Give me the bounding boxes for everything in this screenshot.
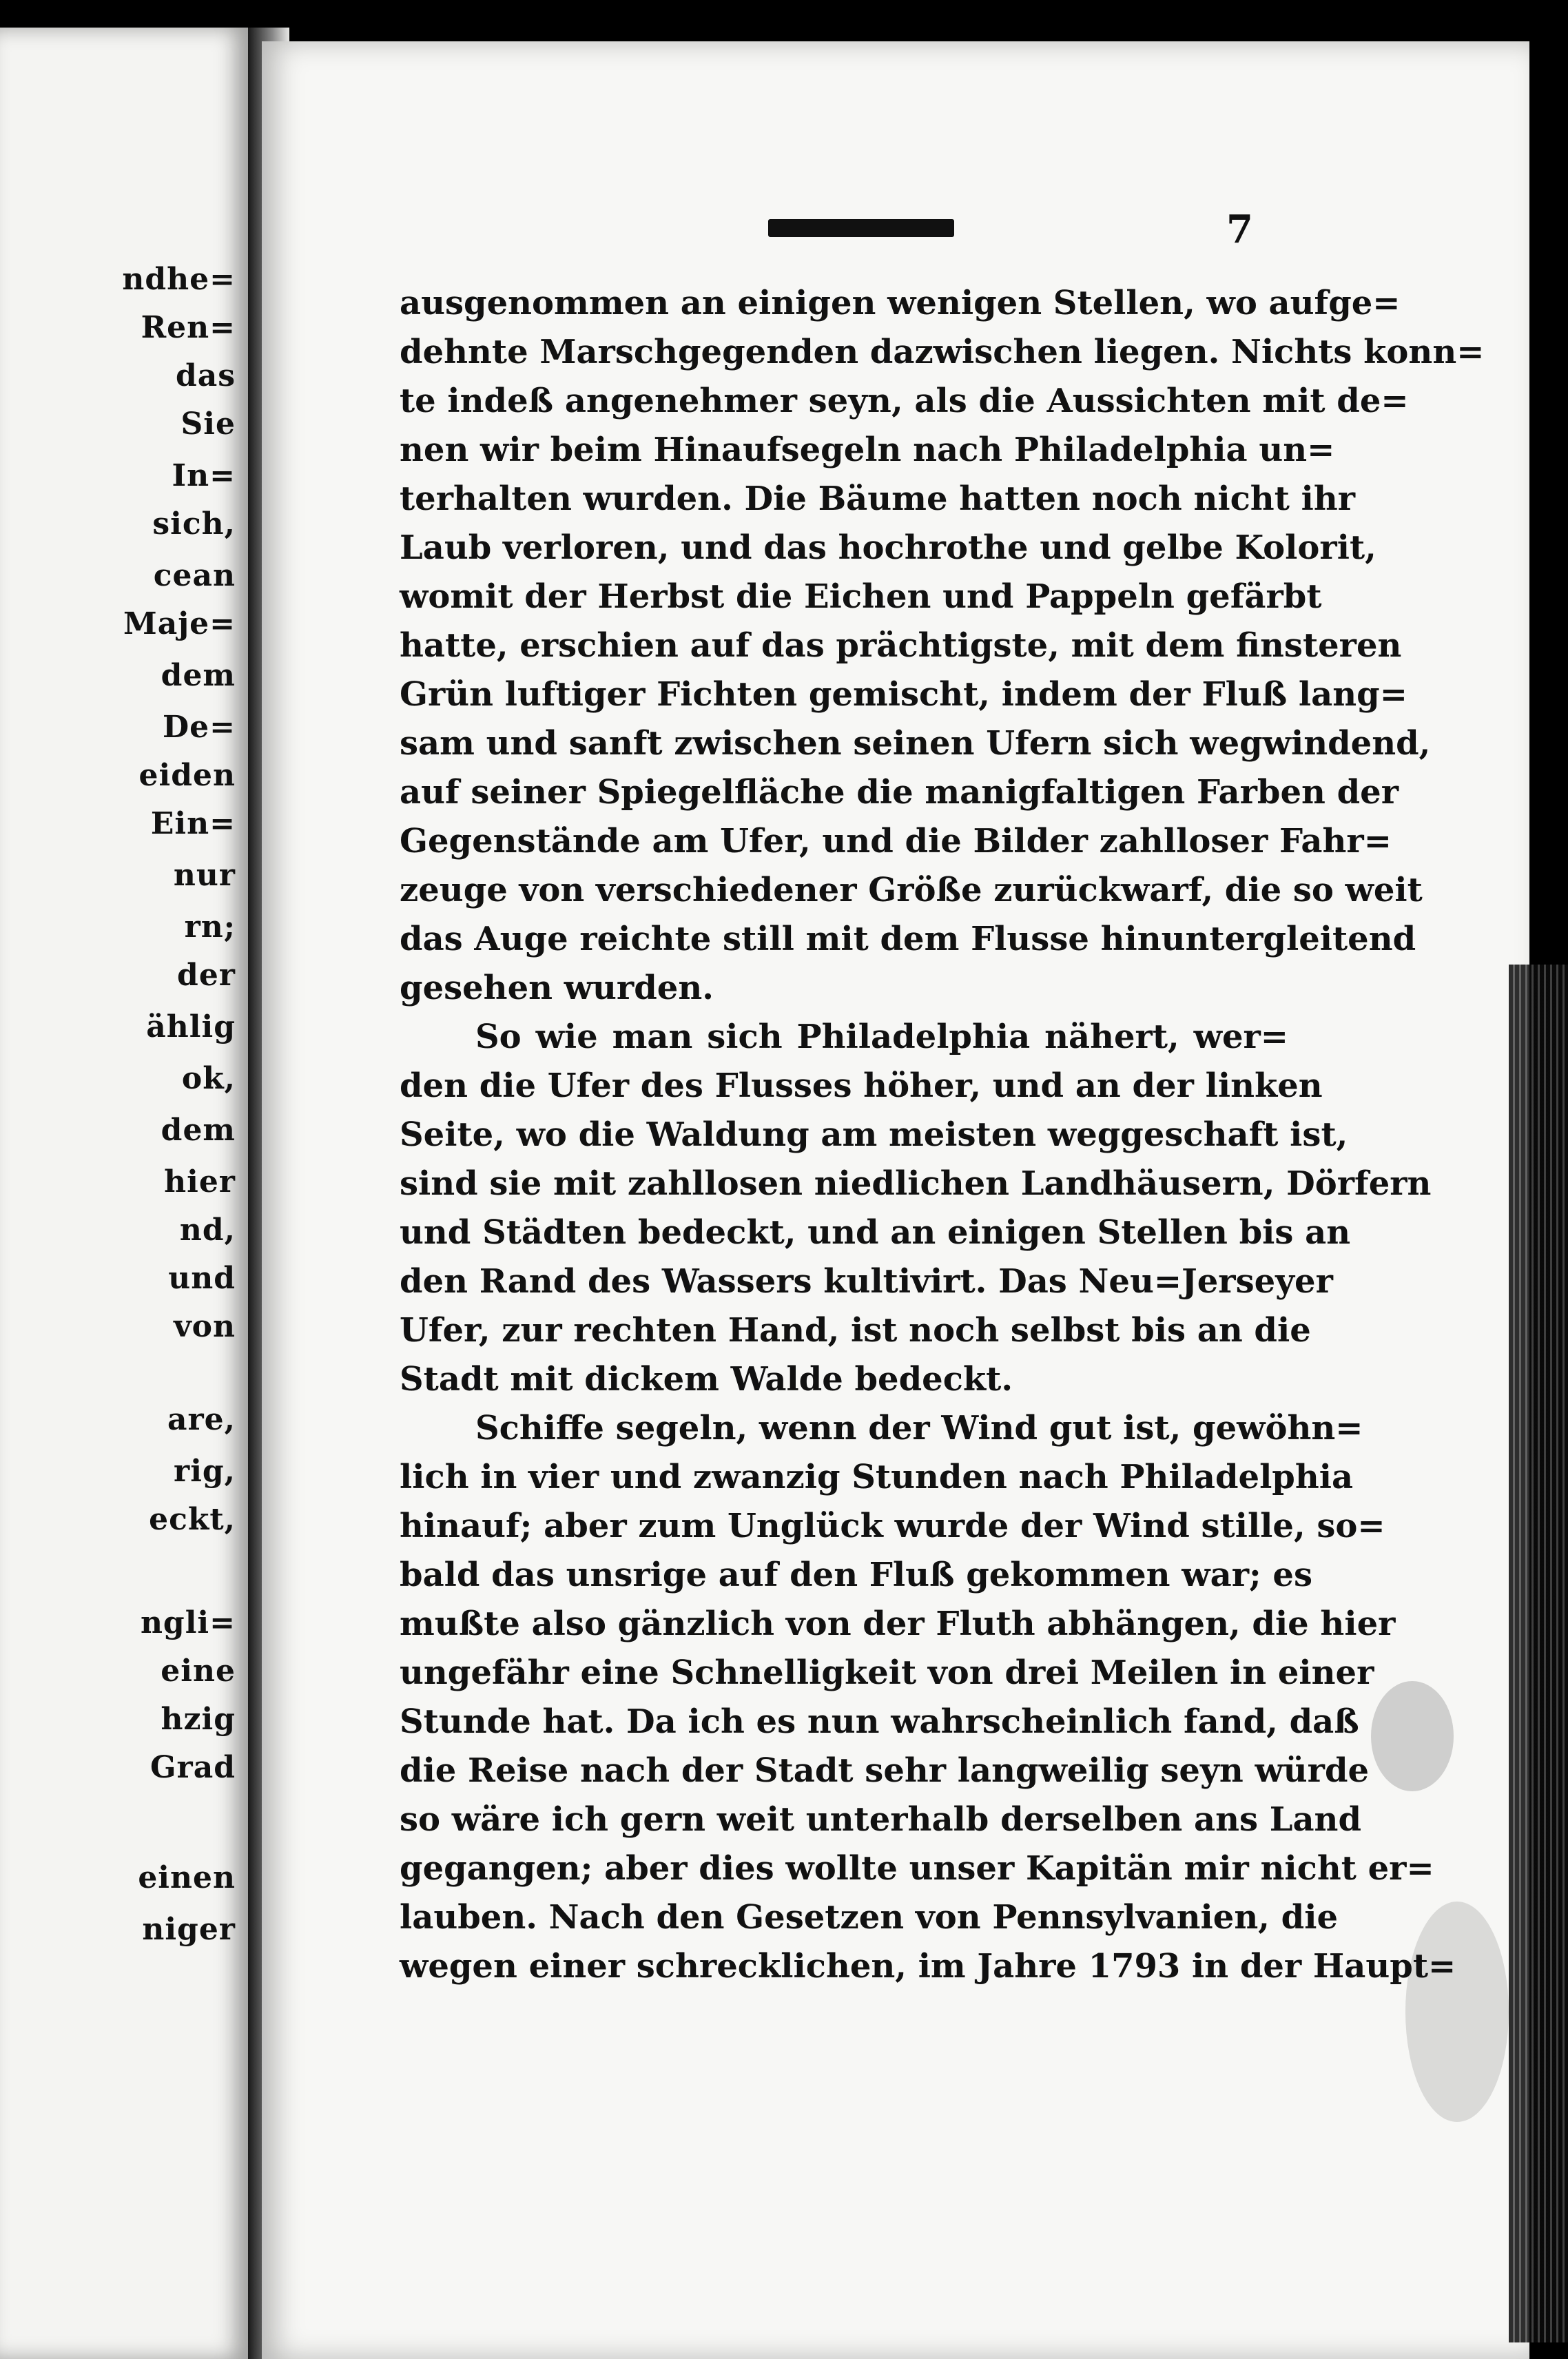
text-line: Stadt mit dickem Walde bedeckt. [400,1360,1013,1399]
left-page-line-fragment: ok, [181,1061,236,1096]
left-page-line-fragment: cean [153,558,236,593]
left-page-line-fragment: eine [161,1654,236,1689]
text-line: mußte also gänzlich von der Fluth abhängen, die hier [400,1605,1396,1643]
left-page-line-fragment: eckt, [149,1502,236,1537]
text-line: nen wir beim Hinaufsegeln nach Philadelphia un= [400,431,1335,469]
text-line: dehnte Marschgegenden dazwischen liegen. Nichts konn= [400,333,1485,371]
text-line: die Reise nach der Stadt sehr langweilig seyn würde [400,1751,1370,1790]
left-page-line-fragment: nur [173,858,236,893]
left-page-line-fragment: von [174,1309,236,1344]
text-line: auf seiner Spiegelfläche die manigfaltigen Farben der [400,773,1399,812]
text-line: ungefähr eine Schnelligkeit von drei Meilen in einer [400,1654,1374,1692]
text-line: den Rand des Wassers kultivirt. Das Neu=Jerseyer [400,1262,1333,1301]
paper-stain [1371,1681,1454,1791]
text-line: sind sie mit zahllosen niedlichen Landhäusern, Dörfern [400,1164,1432,1203]
left-page-line-fragment: In= [172,458,236,493]
text-line: das Auge reichte still mit dem Flusse hinuntergleitend [400,920,1416,958]
text-line: te indeß angenehmer seyn, als die Aussichten mit de= [400,382,1409,420]
text-line: sam und sanft zwischen seinen Ufern sich wegwindend, [400,724,1431,763]
text-line: hatte, erschien auf das prächtigste, mit dem finsteren [400,626,1402,665]
left-page-line-fragment: ndhe= [122,262,236,297]
left-page-line-fragment: dem [161,658,236,693]
left-page-line-fragment: hzig [161,1702,236,1737]
text-line: wegen einer schrecklichen, im Jahre 1793 in der Haupt= [400,1947,1456,1986]
left-page-line-fragment: Ein= [150,806,236,841]
text-line: So wie man sich Philadelphia nähert, wer= [475,1018,1288,1056]
header-rule [768,219,954,237]
text-line: ausgenommen an einigen wenigen Stellen, wo aufge= [400,284,1401,322]
text-line: womit der Herbst die Eichen und Pappeln gefärbt [400,577,1322,616]
text-line: Schiffe segeln, wenn der Wind gut ist, gewöhn= [475,1409,1363,1448]
left-page-line-fragment: niger [142,1912,236,1947]
left-page-line-fragment: ngli= [140,1605,236,1640]
left-page-line-fragment: sich, [152,506,236,542]
text-line: Seite, wo die Waldung am meisten weggeschaft ist, [400,1115,1348,1154]
left-page-line-fragment: rn; [184,909,236,945]
left-page-line-fragment: Maje= [123,606,236,641]
text-line: Stunde hat. Da ich es nun wahrscheinlich fand, daß [400,1702,1359,1741]
text-line: lich in vier und zwanzig Stunden nach Philadelphia [400,1458,1354,1496]
left-page-line-fragment: das [175,358,236,393]
left-page-line-fragment: der [177,958,236,993]
left-page-line-fragment: Ren= [141,310,236,345]
text-line: zeuge von verschiedener Größe zurückwarf, die so weit [400,871,1423,909]
text-line: terhalten wurden. Die Bäume hatten noch nicht ihr [400,480,1356,518]
text-line: hinauf; aber zum Unglück wurde der Wind stille, so= [400,1507,1385,1545]
left-page-line-fragment: eiden [138,758,236,793]
left-page-line-fragment: und [168,1261,236,1296]
left-page-line-fragment: hier [164,1164,236,1199]
text-line: gegangen; aber dies wollte unser Kapitän mir nicht er= [400,1849,1434,1888]
text-line: so wäre ich gern weit unterhalb derselben ans Land [400,1800,1362,1839]
left-page-line-fragment: Sie [180,406,236,442]
text-line: bald das unsrige auf den Fluß gekommen war; es [400,1556,1312,1594]
text-line: und Städten bedeckt, und an einigen Stellen bis an [400,1213,1351,1252]
paper-stain [1405,1902,1509,2122]
page-number: 7 [1226,207,1253,252]
text-line: Gegenstände am Ufer, und die Bilder zahlloser Fahr= [400,822,1392,861]
text-line: Grün luftiger Fichten gemischt, indem der Fluß lang= [400,675,1407,714]
left-page-line-fragment: dem [161,1113,236,1148]
text-line: Ufer, zur rechten Hand, ist noch selbst bis an die [400,1311,1311,1350]
body-text [400,279,1485,1991]
text-line: lauben. Nach den Gesetzen von Pennsylvanien, die [400,1898,1338,1937]
left-page-line-fragment: nd, [179,1213,236,1248]
text-line: Laub verloren, und das hochrothe und gelbe Kolorit, [400,528,1376,567]
text-line: gesehen wurden. [400,969,714,1007]
left-page-line-fragment: rig, [174,1454,236,1489]
left-page-line-fragment: De= [162,710,236,745]
previous-page-fragment [0,28,252,2359]
left-page-line-fragment: einen [138,1860,236,1895]
left-page-line-fragment: are, [167,1402,236,1437]
page-edge-stack [1509,965,1568,2342]
text-line: den die Ufer des Flusses höher, und an der linken [400,1067,1323,1105]
left-page-line-fragment: Grad [149,1750,236,1785]
left-page-line-fragment: ählig [146,1009,236,1044]
